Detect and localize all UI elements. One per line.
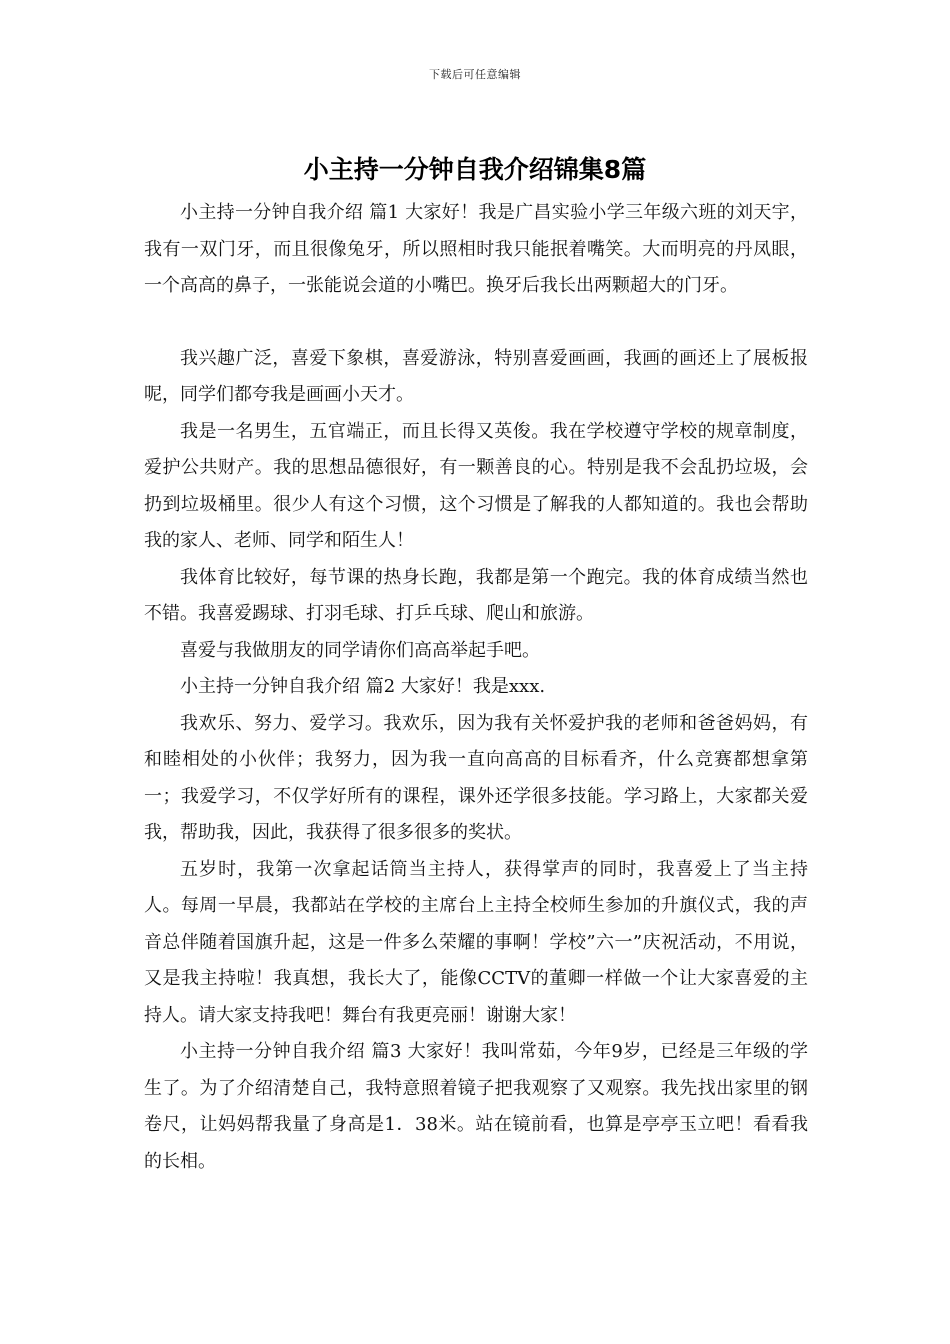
paragraph: 喜爱与我做朋友的同学请你们高高举起手吧。 xyxy=(180,639,540,661)
paragraph: 我兴趣广泛，喜爱下象棋，喜爱游泳，特别喜爱画画，我画的画还上了展板报呢，同学们都夸我是画画小天才。 xyxy=(144,347,808,405)
paragraph: 五岁时，我第一次拿起话筒当主持人，获得掌声的同时，我喜爱上了当主持人。每周一早晨，我都站在学校的主席台上主持全校师生参加的升旗仪式，我的声音总伴随着国旗升起，这是一件多么荣耀的事啊！学校”六一”庆祝活动，不用说，又是我主持啦！我真想，我长大了，能像CCTV的董卿一样做一个让大家喜爱的主持人。请大家支持我吧！舞台有我更亮丽！谢谢大家！ xyxy=(144,858,808,1026)
paragraph: 我是一名男生，五官端正，而且长得又英俊。我在学校遵守学校的规章制度，爱护公共财产。我的思想品德很好，有一颗善良的心。特别是我不会乱扔垃圾，会扔到垃圾桶里。很少人有这个习惯，这个习惯是了解我的人都知道的。我也会帮助我的家人、老师、同学和陌生人！ xyxy=(144,420,808,551)
header-note: 下载后可任意编辑 xyxy=(429,68,521,81)
document-body xyxy=(144,195,808,1180)
paragraph: 小主持一分钟自我介绍 篇3 大家好！我叫常茹，今年9岁，已经是三年级的学生了。为了介绍清楚自己，我特意照着镜子把我观察了又观察。我先找出家里的钢卷尺，让妈妈帮我量了身高是1．38米。站在镜前看，也算是亭亭玉立吧！看看我的长相。 xyxy=(144,1041,808,1172)
paragraph: 我体育比较好，每节课的热身长跑，我都是第一个跑完。我的体育成绩当然也不错。我喜爱踢球、打羽毛球、打乒乓球、爬山和旅游。 xyxy=(144,566,808,624)
document-title: 小主持一分钟自我介绍锦集8篇 xyxy=(303,155,647,184)
paragraph: 我欢乐、努力、爱学习。我欢乐，因为我有关怀爱护我的老师和爸爸妈妈，有和睦相处的小伙伴；我努力，因为我一直向高高的目标看齐，什么竞赛都想拿第一；我爱学习，不仅学好所有的课程，课外还学很多技能。学习路上，大家都关爱我，帮助我，因此，我获得了很多很多的奖状。 xyxy=(144,712,808,843)
paragraph: 小主持一分钟自我介绍 篇2 大家好！我是xxx. xyxy=(180,676,546,697)
paragraph: 小主持一分钟自我介绍 篇1 大家好！我是广昌实验小学三年级六班的刘天宇，我有一双门牙，而且很像兔牙，所以照相时我只能抿着嘴笑。大而明亮的丹凤眼，一个高高的鼻子，一张能说会道的小嘴巴。换牙后我长出两颗超大的门牙。 xyxy=(144,202,808,296)
